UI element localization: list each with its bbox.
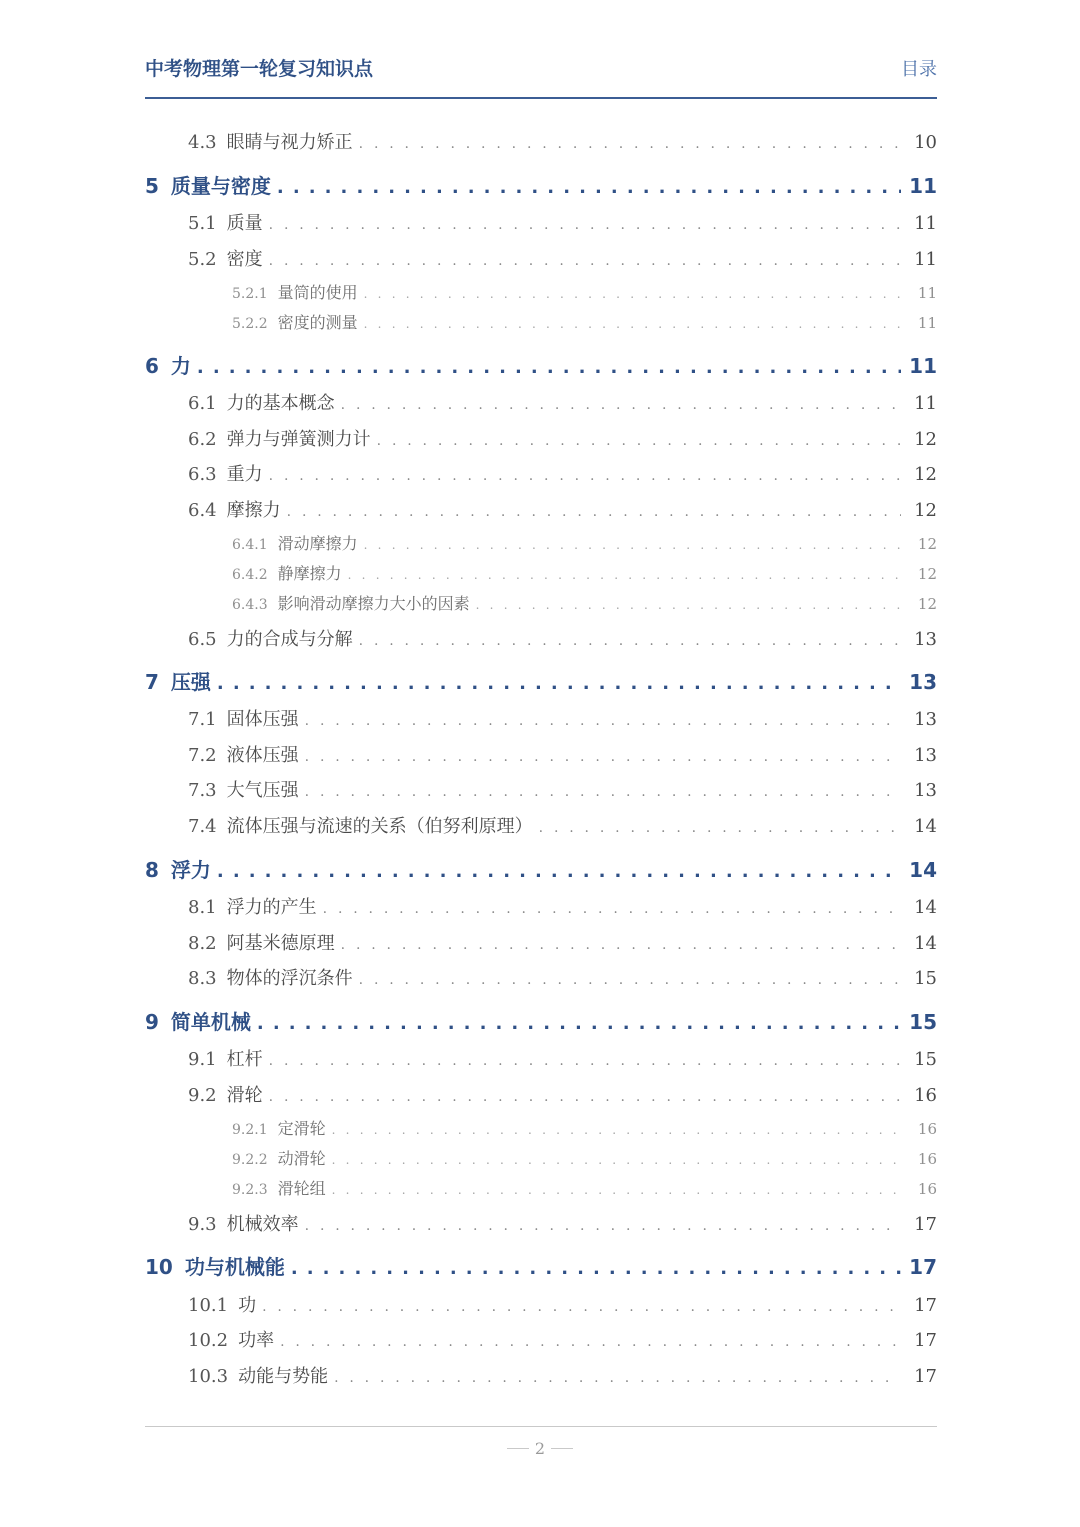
toc-dot-leader	[269, 254, 901, 268]
toc-entry-page: 13	[914, 709, 937, 730]
toc-dot-leader	[305, 750, 901, 764]
toc-chapter-entry[interactable]	[145, 1012, 937, 1033]
toc-section-entry[interactable]	[188, 782, 937, 800]
toc-entry-page: 12	[917, 565, 937, 583]
toc-entry-number: 9.3	[188, 1214, 217, 1235]
toc-chapter-entry[interactable]	[145, 1257, 937, 1278]
toc-entry-page: 12	[914, 429, 937, 450]
toc-entry-title: 质量与密度	[170, 174, 271, 198]
toc-entry-number: 6.4	[188, 500, 217, 521]
page-footer	[0, 1436, 1080, 1460]
toc-entry-number: 7.4	[188, 816, 217, 837]
toc-entry-title: 滑轮组	[277, 1179, 326, 1198]
toc-entry-page: 11	[914, 213, 937, 234]
toc-dot-leader	[359, 973, 901, 987]
toc-entry-page: 12	[914, 500, 937, 521]
toc-entry-page: 11	[914, 249, 937, 270]
toc-dot-leader	[287, 505, 901, 519]
toc-entry-page: 10	[914, 132, 937, 153]
toc-dot-leader	[332, 1124, 901, 1136]
toc-entry-number: 10	[145, 1255, 173, 1279]
toc-entry-number: 9.1	[188, 1049, 217, 1070]
toc-section-entry[interactable]	[188, 1332, 937, 1350]
toc-entry-page: 13	[914, 780, 937, 801]
toc-dot-leader	[262, 1300, 901, 1314]
toc-entry-title: 大气压强	[226, 780, 299, 801]
toc-entry-title: 动滑轮	[277, 1149, 326, 1168]
toc-dot-leader	[217, 675, 901, 693]
toc-dot-leader	[280, 1335, 901, 1349]
toc-section-entry[interactable]	[188, 1051, 937, 1069]
toc-subsection-entry[interactable]	[232, 1181, 937, 1197]
toc-entry-title: 固体压强	[226, 709, 299, 730]
toc-entry-page: 16	[917, 1150, 937, 1168]
toc-entry-page: 17	[914, 1295, 937, 1316]
toc-dot-leader	[197, 359, 901, 377]
toc-entry-title: 力的基本概念	[226, 393, 335, 414]
toc-section-entry[interactable]	[188, 711, 937, 729]
toc-entry-number: 6	[145, 354, 159, 378]
document-title: 中考物理第一轮复习知识点	[145, 58, 374, 80]
toc-section-entry[interactable]	[188, 1368, 937, 1386]
toc-entry-number: 7	[145, 670, 159, 694]
toc-entry-number: 6.4.1	[232, 537, 268, 553]
toc-entry-title: 滑轮	[226, 1085, 263, 1106]
toc-dot-leader	[257, 1015, 901, 1033]
toc-entry-title: 阿基米德原理	[226, 933, 335, 954]
toc-dot-leader	[269, 1090, 901, 1104]
toc-section-entry[interactable]	[188, 970, 937, 988]
toc-entry-number: 6.1	[188, 393, 217, 414]
toc-entry-title: 物体的浮沉条件	[226, 968, 353, 989]
toc-entry-page: 12	[917, 535, 937, 553]
toc-entry-title: 弹力与弹簧测力计	[226, 429, 371, 450]
toc-subsection-entry[interactable]	[232, 566, 937, 582]
toc-dot-leader	[364, 288, 901, 300]
toc-entry-page: 11	[914, 393, 937, 414]
toc-entry-title: 功	[238, 1295, 257, 1316]
toc-entry-title: 功与机械能	[184, 1255, 285, 1279]
toc-dot-leader	[539, 821, 901, 835]
toc-entry-page: 13	[914, 745, 937, 766]
toc-entry-number: 6.4.2	[232, 567, 268, 583]
toc-dot-leader	[332, 1184, 901, 1196]
toc-entry-page: 11	[917, 284, 937, 302]
toc-entry-page: 14	[914, 897, 937, 918]
toc-entry-title: 简单机械	[170, 1010, 251, 1034]
toc-entry-title: 静摩擦力	[277, 564, 342, 583]
toc-entry-number: 10.2	[188, 1330, 229, 1351]
toc-subsection-entry[interactable]	[232, 1121, 937, 1137]
toc-section-entry[interactable]	[188, 818, 937, 836]
toc-subsection-entry[interactable]	[232, 315, 937, 331]
toc-dot-leader	[305, 785, 901, 799]
toc-entry-title: 浮力的产生	[226, 897, 317, 918]
toc-entry-page: 14	[909, 858, 937, 882]
toc-entry-number: 7.3	[188, 780, 217, 801]
toc-entry-page: 13	[909, 670, 937, 694]
toc-dot-leader	[364, 318, 901, 330]
toc-entry-title: 杠杆	[226, 1049, 263, 1070]
toc-entry-number: 4.3	[188, 132, 217, 153]
toc-entry-page: 17	[914, 1330, 937, 1351]
toc-dot-leader	[341, 938, 901, 952]
toc-entry-title: 眼睛与视力矫正	[226, 132, 353, 153]
toc-entry-title: 流体压强与流速的关系（伯努利原理）	[226, 816, 533, 837]
toc-entry-number: 9.2.2	[232, 1152, 268, 1168]
toc-dot-leader	[305, 714, 901, 728]
toc-entry-number: 10.1	[188, 1295, 229, 1316]
toc-dot-leader	[291, 1260, 901, 1278]
toc-entry-title: 浮力	[170, 858, 211, 882]
toc-entry-title: 力的合成与分解	[226, 629, 353, 650]
toc-entry-title: 动能与势能	[238, 1366, 329, 1387]
toc-entry-page: 16	[917, 1120, 937, 1138]
toc-section-entry[interactable]	[188, 502, 937, 520]
toc-section-entry[interactable]	[188, 899, 937, 917]
toc-dot-leader	[323, 902, 901, 916]
section-label: 目录	[901, 59, 937, 80]
toc-section-entry[interactable]	[188, 215, 937, 233]
toc-dot-leader	[476, 599, 901, 611]
toc-entry-number: 9.2	[188, 1085, 217, 1106]
toc-entry-page: 11	[909, 354, 937, 378]
toc-section-entry[interactable]	[188, 251, 937, 269]
toc-entry-number: 6.5	[188, 629, 217, 650]
toc-entry-number: 5.2	[188, 249, 217, 270]
toc-entry-number: 8	[145, 858, 159, 882]
toc-section-entry[interactable]	[188, 1087, 937, 1105]
toc-section-entry[interactable]	[188, 395, 937, 413]
toc-dot-leader	[269, 218, 901, 232]
toc-dot-leader	[332, 1154, 901, 1166]
toc-entry-title: 密度	[226, 249, 263, 270]
toc-chapter-entry[interactable]	[145, 860, 937, 881]
toc-entry-number: 8.1	[188, 897, 217, 918]
toc-dot-leader	[341, 398, 901, 412]
toc-dot-leader	[334, 1371, 901, 1385]
toc-entry-page: 15	[914, 1049, 937, 1070]
toc-entry-title: 影响滑动摩擦力大小的因素	[277, 594, 470, 613]
toc-entry-page: 16	[914, 1085, 937, 1106]
toc-entry-page: 11	[917, 314, 937, 332]
toc-entry-page: 14	[914, 816, 937, 837]
toc-entry-title: 压强	[170, 670, 211, 694]
toc-entry-page: 16	[917, 1180, 937, 1198]
toc-entry-number: 9	[145, 1010, 159, 1034]
toc-entry-title: 滑动摩擦力	[277, 534, 358, 553]
toc-section-entry[interactable]	[188, 466, 937, 484]
toc-chapter-entry[interactable]	[145, 672, 937, 693]
toc-entry-number: 6.3	[188, 464, 217, 485]
footer-divider	[145, 1426, 937, 1427]
toc-entry-number: 10.3	[188, 1366, 229, 1387]
toc-entry-title: 量筒的使用	[277, 283, 358, 302]
toc-entry-title: 重力	[226, 464, 263, 485]
toc-dot-leader	[359, 634, 901, 648]
toc-dot-leader	[269, 469, 901, 483]
toc-entry-number: 6.4.3	[232, 597, 268, 613]
toc-entry-number: 5.2.1	[232, 286, 268, 302]
toc-entry-page: 13	[914, 629, 937, 650]
toc-dot-leader	[269, 1054, 901, 1068]
toc-entry-page: 15	[909, 1010, 937, 1034]
toc-dot-leader	[305, 1219, 901, 1233]
toc-entry-page: 11	[909, 174, 937, 198]
toc-entry-number: 9.2.1	[232, 1122, 268, 1138]
toc-section-entry[interactable]	[188, 134, 937, 152]
toc-entry-title: 力	[170, 354, 191, 378]
toc-entry-number: 7.1	[188, 709, 217, 730]
toc-entry-title: 定滑轮	[277, 1119, 326, 1138]
toc-entry-page: 17	[914, 1366, 937, 1387]
toc-entry-title: 密度的测量	[277, 313, 358, 332]
toc-dot-leader	[377, 434, 901, 448]
toc-dot-leader	[359, 137, 901, 151]
toc-entry-number: 8.3	[188, 968, 217, 989]
toc-entry-page: 12	[917, 595, 937, 613]
page-number: 2	[534, 1438, 546, 1458]
toc-entry-number: 6.2	[188, 429, 217, 450]
toc-entry-title: 功率	[238, 1330, 275, 1351]
toc-entry-title: 机械效率	[226, 1214, 299, 1235]
toc-entry-page: 14	[914, 933, 937, 954]
toc-section-entry[interactable]	[188, 747, 937, 765]
toc-entry-number: 9.2.3	[232, 1182, 268, 1198]
toc-subsection-entry[interactable]	[232, 1151, 937, 1167]
toc-section-entry[interactable]	[188, 1216, 937, 1234]
toc-entry-number: 8.2	[188, 933, 217, 954]
toc-entry-page: 17	[909, 1255, 937, 1279]
toc-entry-title: 液体压强	[226, 745, 299, 766]
toc-entry-number: 5.1	[188, 213, 217, 234]
toc-entry-page: 12	[914, 464, 937, 485]
toc-dot-leader	[277, 179, 901, 197]
toc-section-entry[interactable]	[188, 1297, 937, 1315]
toc-entry-number: 7.2	[188, 745, 217, 766]
toc-chapter-entry[interactable]	[145, 356, 937, 377]
toc-entry-page: 17	[914, 1214, 937, 1235]
toc-chapter-entry[interactable]	[145, 176, 937, 197]
toc-section-entry[interactable]	[188, 431, 937, 449]
toc-dot-leader	[217, 863, 901, 881]
toc-dot-leader	[348, 569, 901, 581]
toc-entry-page: 15	[914, 968, 937, 989]
toc-subsection-entry[interactable]	[232, 285, 937, 301]
footer-dash-left	[507, 1448, 529, 1449]
toc-entry-number: 5	[145, 174, 159, 198]
toc-entry-title: 摩擦力	[226, 500, 281, 521]
toc-subsection-entry[interactable]	[232, 596, 937, 612]
toc-dot-leader	[364, 539, 901, 551]
toc-entry-title: 质量	[226, 213, 263, 234]
toc-section-entry[interactable]	[188, 631, 937, 649]
footer-dash-right	[551, 1448, 573, 1449]
toc-entry-number: 5.2.2	[232, 316, 268, 332]
toc-section-entry[interactable]	[188, 935, 937, 953]
toc-subsection-entry[interactable]	[232, 536, 937, 552]
